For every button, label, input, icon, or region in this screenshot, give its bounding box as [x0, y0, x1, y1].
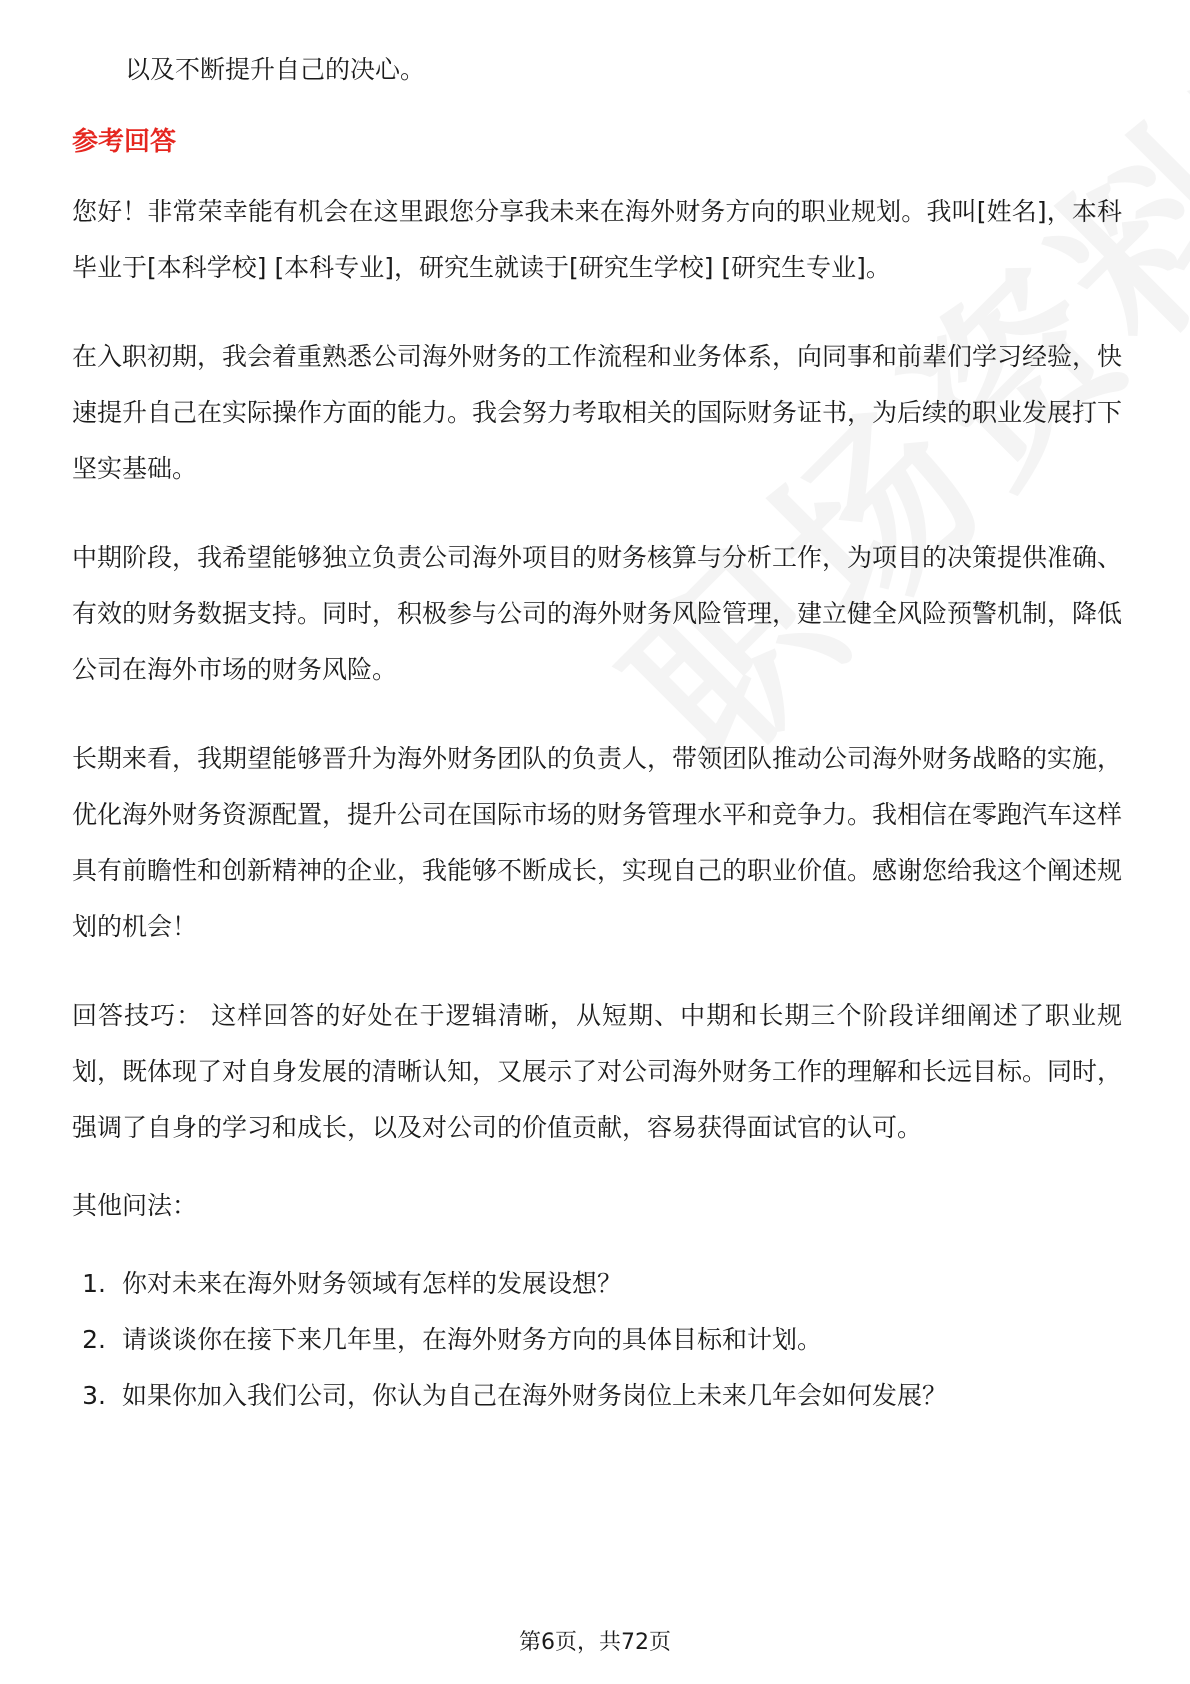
- page-content: [72, 50, 1122, 1424]
- answer-paragraph-early: 在入职初期，我会着重熟悉公司海外财务的工作流程和业务体系，向同事和前辈们学习经验，快速提升自己在实际操作方面的能力。我会努力考取相关的国际财务证书，为后续的职业发展打下坚实基础。: [72, 342, 1123, 483]
- list-number: 2.: [82, 1325, 106, 1354]
- list-item: [72, 1368, 1122, 1424]
- other-questions-list: [72, 1256, 1122, 1424]
- answer-tips-paragraph: 回答技巧： 这样回答的好处在于逻辑清晰，从短期、中期和长期三个阶段详细阐述了职业规划，既体现了对自身发展的清晰认知，又展示了对公司海外财务工作的理解和长远目标。同时，强调了自身的学习和成长，以及对公司的价值贡献，容易获得面试官的认可。: [72, 1001, 1123, 1142]
- list-number: 1.: [82, 1269, 106, 1298]
- answer-paragraph-long: 长期来看，我期望能够晋升为海外财务团队的负责人，带领团队推动公司海外财务战略的实施，优化海外财务资源配置，提升公司在国际市场的财务管理水平和竞争力。我相信在零跑汽车这样具有前瞻性和创新精神的企业，我能够不断成长，实现自己的职业价值。感谢您给我这个阐述规划的机会！: [72, 744, 1123, 941]
- list-item: [72, 1312, 1122, 1368]
- list-item-text: 请谈谈你在接下来几年里，在海外财务方向的具体目标和计划。: [122, 1325, 823, 1354]
- continued-text: 以及不断提升自己的决心。: [125, 55, 426, 84]
- other-questions-label: 其他问法：: [72, 1191, 198, 1220]
- list-item-text: 如果你加入我们公司，你认为自己在海外财务岗位上未来几年会如何发展？: [122, 1381, 948, 1410]
- page-number-footer: 第6页，共72页: [519, 1630, 671, 1655]
- list-item-text: 你对未来在海外财务领域有怎样的发展设想？: [122, 1269, 623, 1298]
- list-item: [72, 1256, 1122, 1312]
- section-heading: 参考回答: [72, 127, 177, 157]
- list-number: 3.: [82, 1381, 106, 1410]
- answer-paragraph-mid: 中期阶段，我希望能够独立负责公司海外项目的财务核算与分析工作，为项目的决策提供准确、有效的财务数据支持。同时，积极参与公司的海外财务风险管理，建立健全风险预警机制，降低公司在海外市场的财务风险。: [72, 543, 1123, 684]
- answer-paragraph-intro: 您好！非常荣幸能有机会在这里跟您分享我未来在海外财务方向的职业规划。我叫[姓名]，本科毕业于[本科学校] [本科专业]，研究生就读于[研究生学校] [研究生专业]。: [72, 197, 1122, 282]
